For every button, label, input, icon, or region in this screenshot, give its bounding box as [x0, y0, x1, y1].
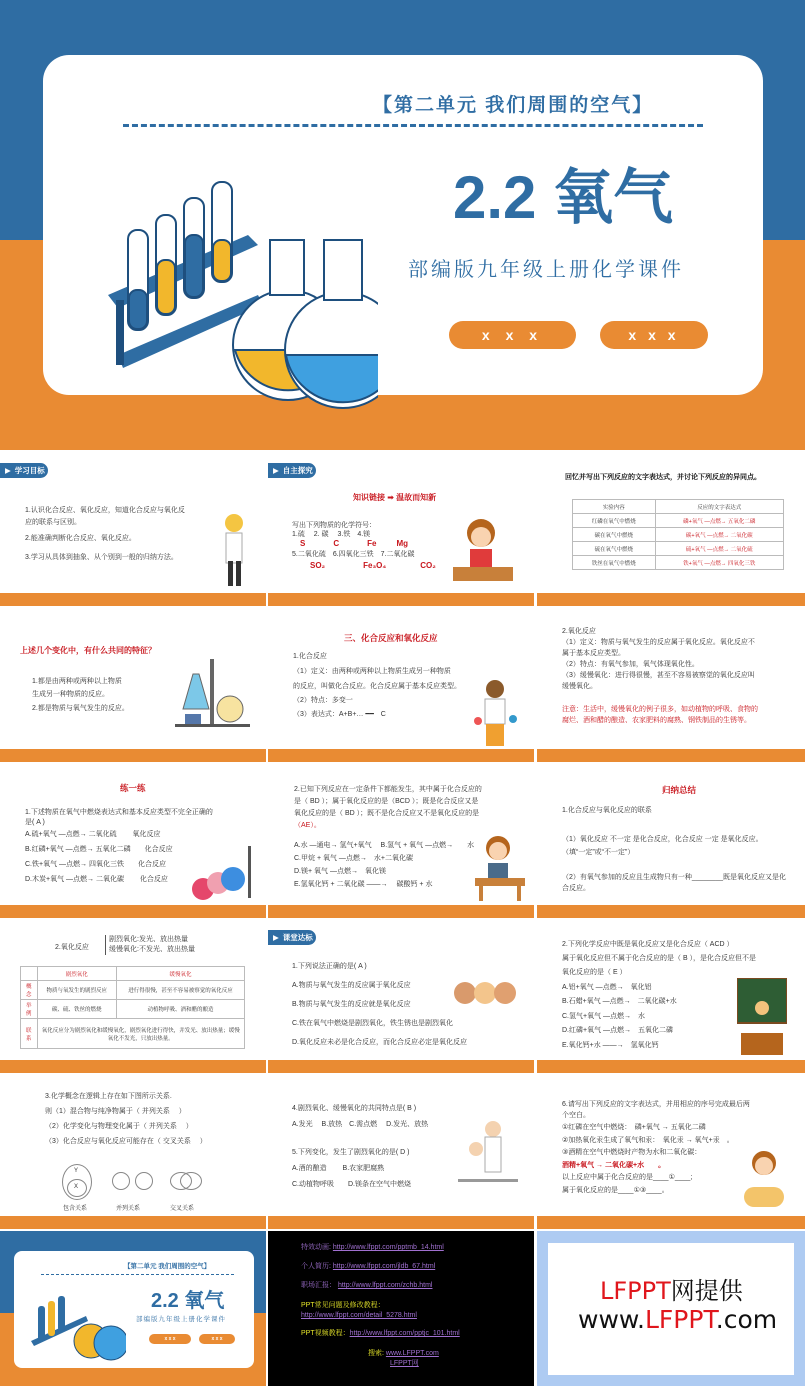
cover-button-1[interactable]: x x x — [149, 1334, 191, 1344]
text-line: A.硫+氧气 —点燃→ 二氧化硫 氧化反应 — [25, 831, 161, 838]
text-line: 属于氧化反应但不属于化合反应的是（ B ），是化合反应但不是 — [562, 955, 757, 962]
text-line: 的反应，叫做化合反应。化合反应属于基本反应类型。 — [293, 683, 461, 690]
text-line: E.氢氧化钙 + 二氧化碳 ——→ 碳酸钙 + 水 — [294, 881, 433, 888]
text-line: 则（1）混合物与纯净物属于（ 并列关系 ） — [45, 1108, 186, 1115]
slide-class-check[interactable] — [268, 918, 534, 1073]
slide-combination-oxidation[interactable] — [268, 607, 534, 762]
boy-at-desk-illustration — [473, 833, 528, 903]
slide-summary[interactable] — [537, 763, 805, 918]
text-line: 生成另一种物质的反应。 — [32, 691, 109, 698]
text-line: A.物质与氧气发生的反应属于氧化反应 — [292, 982, 411, 989]
text-line: （1）定义：由两种或两种以上物质生成另一种物质 — [293, 668, 451, 675]
dashed-divider — [41, 1274, 234, 1275]
parallel-circle — [135, 1172, 153, 1190]
venn-caption: 交叉关系 — [170, 1206, 195, 1212]
scientist-girl-illustration — [212, 511, 257, 591]
answer-row: S C Fe Mg — [300, 539, 409, 548]
cover-button-1[interactable]: x x x — [449, 321, 576, 349]
site-link[interactable]: LFPPT网 — [390, 1360, 419, 1367]
cover-subtitle: 部编版九年级上册化学课件 — [136, 1316, 226, 1323]
cross-circle — [180, 1172, 202, 1190]
lab-family-illustration — [458, 1119, 518, 1194]
slide-question-reactions[interactable] — [537, 918, 805, 1073]
search-line[interactable]: 搜索: www.LFPPT.com — [368, 1350, 439, 1357]
text-line: D.镁+ 氧气 —点燃→ 氧化镁 — [294, 868, 386, 875]
text-line: 酒精+氧气 → 二氧化碳+水 。 — [562, 1162, 666, 1169]
text-line: B.石蜡+氧气 —点燃→ 二氧化碳+水 — [562, 998, 677, 1005]
slide-learning-goals[interactable] — [0, 451, 266, 606]
boy-reading-illustration — [742, 1149, 787, 1211]
text-line: 5.二氧化硫 6.四氧化三铁 7.二氧化碳 — [292, 551, 415, 558]
answer-row: SO₂ Fe₃O₄ CO₂ — [310, 561, 436, 570]
provider-line: LFPPT网提供 — [600, 1277, 743, 1305]
slide-band — [268, 1060, 534, 1073]
text-line: A.酒的酿造 B.农家肥腐熟 — [292, 1165, 385, 1172]
text-line: 6.请写出下列反应的文字表达式，并用相应的序号完成最后两 — [562, 1101, 750, 1108]
lab-glassware-illustration — [98, 140, 378, 410]
slide-band — [537, 593, 805, 606]
slide-band — [0, 905, 266, 918]
text-line: C.甲烷 + 氧气 —点燃→ 水+二氧化碳 — [294, 855, 414, 862]
text-line: D.木炭+氧气 —点燃→ 二氧化碳 化合反应 — [25, 876, 168, 883]
video-line[interactable]: PPT视频教程：http://www.lfppt.com/pptjc_101.html — [301, 1330, 460, 1337]
faq-link[interactable]: http://www.lfppt.com/detail_5278.html — [301, 1312, 417, 1319]
text-line: A.发光 B.放热 C.需点燃 D.发光、放热 — [292, 1121, 429, 1128]
slide-band — [0, 1216, 266, 1229]
lfppt-card — [548, 1243, 794, 1375]
slide-band — [0, 593, 266, 606]
text-line: 属于基本反应类型。 — [562, 650, 625, 657]
venn-caption: 并列关系 — [116, 1206, 141, 1212]
lab-glassware-illustration — [26, 1281, 126, 1366]
slide-band — [268, 905, 534, 918]
text-line: 2.氧化反应 — [562, 628, 596, 635]
text-line: ③酒精在空气中燃烧时产物为水和二氧化碳： — [562, 1149, 702, 1156]
text-line: 合反应。 — [562, 885, 590, 892]
slide-lfppt[interactable] — [537, 1231, 805, 1386]
cover-button-2[interactable]: x x x — [199, 1334, 235, 1344]
unit-title: 【第二单元 我们周围的空气】 — [373, 95, 654, 116]
text-line: D.氧化反应未必是化合反应，而化合反应必定是氧化反应 — [292, 1039, 467, 1046]
text-line: （AE）。 — [294, 822, 321, 829]
text-line: 属于氧化反应的是____①③____。 — [562, 1187, 669, 1194]
boy-studying-illustration — [448, 511, 518, 589]
text-line: 缓慢氧化。 — [562, 683, 597, 690]
text-line: 1.化合反应 — [293, 653, 327, 660]
slide-concept-relations[interactable] — [0, 1074, 266, 1229]
link-line[interactable]: 个人简历: http://www.lfppt.com/jldb_67.html — [301, 1263, 436, 1270]
slide-band — [537, 749, 805, 762]
text-line: ②加热氧化汞生成了氧气和汞： 氧化汞 → 氧气+汞 。 — [562, 1137, 734, 1144]
text-line: 3.化学概念在逻辑上存在如下图所示关系. — [45, 1093, 172, 1100]
slide-heading: 练一练 — [120, 783, 146, 793]
scientist-boy-illustration — [473, 679, 518, 751]
slide-reaction-table[interactable] — [537, 451, 805, 606]
text-line: （2）特点：多变一 — [293, 697, 353, 704]
text-line: （3）表达式：A+B+… ━━ C — [293, 711, 386, 718]
slide-oxidation-table[interactable] — [0, 918, 266, 1073]
text-line: 是（ BD ）；属于氧化反应的是（BCD ）；既是化合反应又是 — [294, 798, 479, 805]
text-line: ①红磷在空气中燃烧： 磷+氧气 → 五氧化二磷 — [562, 1124, 706, 1131]
text-line: （2）特点：有氧气参加，氧气体现氧化性。 — [562, 661, 699, 668]
brace-list: 剧烈氧化:发光、放出热量 缓慢氧化:不发光、放出热量 — [105, 935, 195, 955]
text-line: 以上反应中属于化合反应的是____①____; — [562, 1174, 693, 1181]
play-icon: ▶ — [5, 466, 11, 475]
slide-cover-thumbnail[interactable] — [0, 1231, 266, 1386]
cover-subtitle: 部编版九年级上册化学课件 — [408, 259, 684, 281]
text-line: 2.都是物质与氧气发生的反应。 — [32, 705, 129, 712]
section-tag: ▶ 学习目标 — [0, 463, 48, 478]
text-line: 1.下列说法正确的是( A ) — [292, 963, 367, 970]
slide-band — [537, 1216, 805, 1229]
slide-band — [537, 905, 805, 918]
venn-label-y: Y — [74, 1168, 79, 1174]
play-icon: ▶ — [273, 933, 279, 942]
text-line: A.铝+氧气 —点燃→ 氧化铝 — [562, 984, 652, 991]
unit-title: 【第二单元 我们周围的空气】 — [124, 1263, 211, 1270]
distillation-apparatus-illustration — [175, 649, 250, 729]
slide-self-explore[interactable] — [268, 451, 534, 606]
slide-practice[interactable] — [0, 763, 266, 918]
text-line: A.水 —通电→ 氢气+氧气 B.氢气 + 氧气 —点燃→ 水 — [294, 842, 475, 849]
text-line: 应的联系与区别。 — [25, 519, 81, 526]
slide-band — [268, 1216, 534, 1229]
slide-question-2[interactable] — [268, 763, 534, 918]
slide-band — [268, 593, 534, 606]
dashed-divider — [123, 124, 703, 127]
oxidation-table: 剧烈氧化 缓慢氧化 概念 物质与氧发生的剧烈反应 进行得很慢，甚至不容易被察觉的氧化反应 举例 碳、硫、铁丝的燃烧 动植物呼吸、酒和醋的酿造 联系 氧化反应分为剧烈氧化和缓慢氧化，剧烈氧化进行得快，并发光、放出热量；缓慢氧化不发光，只放出热量。 — [20, 966, 245, 1049]
reaction-table: 实验内容 反应的文字表达式 红磷在氧气中燃烧 磷+氧气 —点燃→ 五氧化二磷 碳在氧气中燃烧 碳+氧气 —点燃→ 二氧化碳 硫在氧气中燃烧 硫+氧气 —点燃→ 二氧化硫 铁丝在氧气中燃烧 铁+氧气 —点燃→ 四氧化三铁 — [572, 499, 784, 570]
cover-button-2[interactable]: x x x — [600, 321, 708, 349]
text-line: 1.下述物质在氧气中燃烧表达式和基本反应类型不完全正确的 — [25, 809, 213, 816]
slide-common-features[interactable] — [0, 607, 266, 762]
text-line: C.氢气+氧气 —点燃→ 水 — [562, 1013, 646, 1020]
link-line[interactable]: 职场汇报： http://www.lfppt.com/zchb.html — [301, 1282, 433, 1289]
faq-label: PPT常见问题及修改教程： — [301, 1302, 385, 1309]
text-line: D.红磷+氧气 —点燃→ 五氧化二磷 — [562, 1027, 674, 1034]
text-line: 5.下列变化，发生了剧烈氧化的是( D ) — [292, 1149, 410, 1156]
section-tag: ▶ 课堂达标 — [268, 930, 316, 945]
slide-band — [268, 749, 534, 762]
text-line: 3.学习从具体到抽象、从个别到一般的归纳方法。 — [25, 554, 178, 561]
text-line: 2.能准确判断化合反应、氧化反应。 — [25, 535, 136, 542]
link-line[interactable]: 特效动画: http://www.lfppt.com/pptmb_14.html — [301, 1244, 444, 1251]
text-line: （3）缓慢氧化：进行得很慢，甚至不容易被察觉的氧化反应叫 — [562, 672, 755, 679]
cover-title: 2.2 氧气 — [453, 164, 674, 231]
text-line: （3）化合反应与氧化反应可能存在（ 交叉关系 ） — [45, 1138, 207, 1145]
text-line: C.动植物呼吸 D.镁条在空气中燃烧 — [292, 1181, 411, 1188]
teacher-blackboard-illustration — [737, 978, 787, 1058]
text-line: 写出下列物质的化学符号： — [292, 522, 376, 529]
slide-heading: 上述几个变化中，有什么共同的特征？ — [20, 646, 156, 655]
slide-heading: 回忆并写出下列反应的文字表达式，并讨论下列反应的异同点。 — [565, 474, 761, 481]
section-tag: ▶ 自主探究 — [268, 463, 316, 478]
website-line[interactable]: www.LFPPT.com — [578, 1305, 778, 1334]
venn-caption: 包含关系 — [63, 1206, 88, 1212]
text-line: 1.化合反应与氧化反应的联系 — [562, 807, 652, 814]
text-line: C.铁+氧气 —点燃→ 四氧化三铁 化合反应 — [25, 861, 166, 868]
text-line: （2）有氧气参加的反应且生成物只有一种________既是氧化反应又是化 — [562, 874, 787, 881]
text-line: 4.剧烈氧化、缓慢氧化的共同特点是( B ) — [292, 1105, 417, 1112]
text-line: E.氧化钙+水 ——→ 氢氧化钙 — [562, 1042, 659, 1049]
slide-heading: 归纳总结 — [662, 785, 697, 795]
children-illustration — [453, 973, 518, 1013]
text-line: B.物质与氧气发生的反应就是氧化反应 — [292, 1001, 411, 1008]
cover-card — [14, 1251, 254, 1368]
note-line: 腐烂、酒和醋的酿造、农家肥料的腐熟、钢铁制品的生锈等。 — [562, 717, 751, 724]
venn-label-x: X — [74, 1184, 79, 1190]
slide-links[interactable] — [268, 1231, 534, 1386]
note-line: 注意：生活中，缓慢氧化的例子很多，如动植物的呼吸、食物的 — [562, 706, 758, 713]
text-line: 1.认识化合反应、氧化反应，知道化合反应与氧化反 — [25, 507, 185, 514]
text-line: （2）化学变化与物理变化属于（ 并列关系 ） — [45, 1123, 193, 1130]
text-line: 2.氧化反应 — [55, 944, 89, 951]
play-icon: ▶ — [273, 466, 279, 475]
text-line: B.红磷+氧气 —点燃→ 五氧化二磷 化合反应 — [25, 846, 173, 853]
text-line: 个空白。 — [562, 1112, 590, 1119]
text-line: 1.硫 2. 碳 3.铁 4.镁 — [292, 531, 371, 538]
text-line: 氧化反应的是（ BD ）；既不是化合反应又不是氧化反应的是 — [294, 810, 480, 817]
cover-slide[interactable] — [0, 0, 805, 450]
slide-heading: 三、化合反应和氧化反应 — [344, 633, 438, 643]
text-line: 2.下列化学反应中既是氧化反应又是化合反应（ ACD ） — [562, 941, 734, 948]
text-line: （1）氧化反应 不一定 是化合反应，化合反应 一定 是氧化反应。 — [562, 836, 763, 843]
text-line: 是( A ) — [25, 819, 45, 826]
slide-band — [0, 1060, 266, 1073]
cover-title: 2.2 氧气 — [151, 1290, 225, 1312]
parallel-circle — [112, 1172, 130, 1190]
slide-questions-4-5[interactable] — [268, 1074, 534, 1229]
slide-heading: 知识链接 ➡ 温故而知新 — [353, 493, 437, 502]
cover-card — [43, 55, 763, 395]
text-line: 2.已知下列反应在一定条件下都能发生，其中属于化合反应的 — [294, 786, 482, 793]
slide-band — [0, 749, 266, 762]
slide-band — [537, 1060, 805, 1073]
text-line: 1.都是由两种或两种以上物质 — [32, 678, 122, 685]
flasks-illustration — [188, 841, 263, 903]
text-line: （1）定义：物质与氧气发生的反应属于氧化反应。氧化反应不 — [562, 639, 755, 646]
slide-oxidation-definition[interactable] — [537, 607, 805, 762]
text-line: C.铁在氧气中燃烧是剧烈氧化，铁生锈也是剧烈氧化 — [292, 1020, 453, 1027]
text-line: 氧化反应的是（ E ） — [562, 969, 627, 976]
slide-question-6[interactable] — [537, 1074, 805, 1229]
text-line: （填“一定”或“不一定”） — [562, 849, 635, 856]
